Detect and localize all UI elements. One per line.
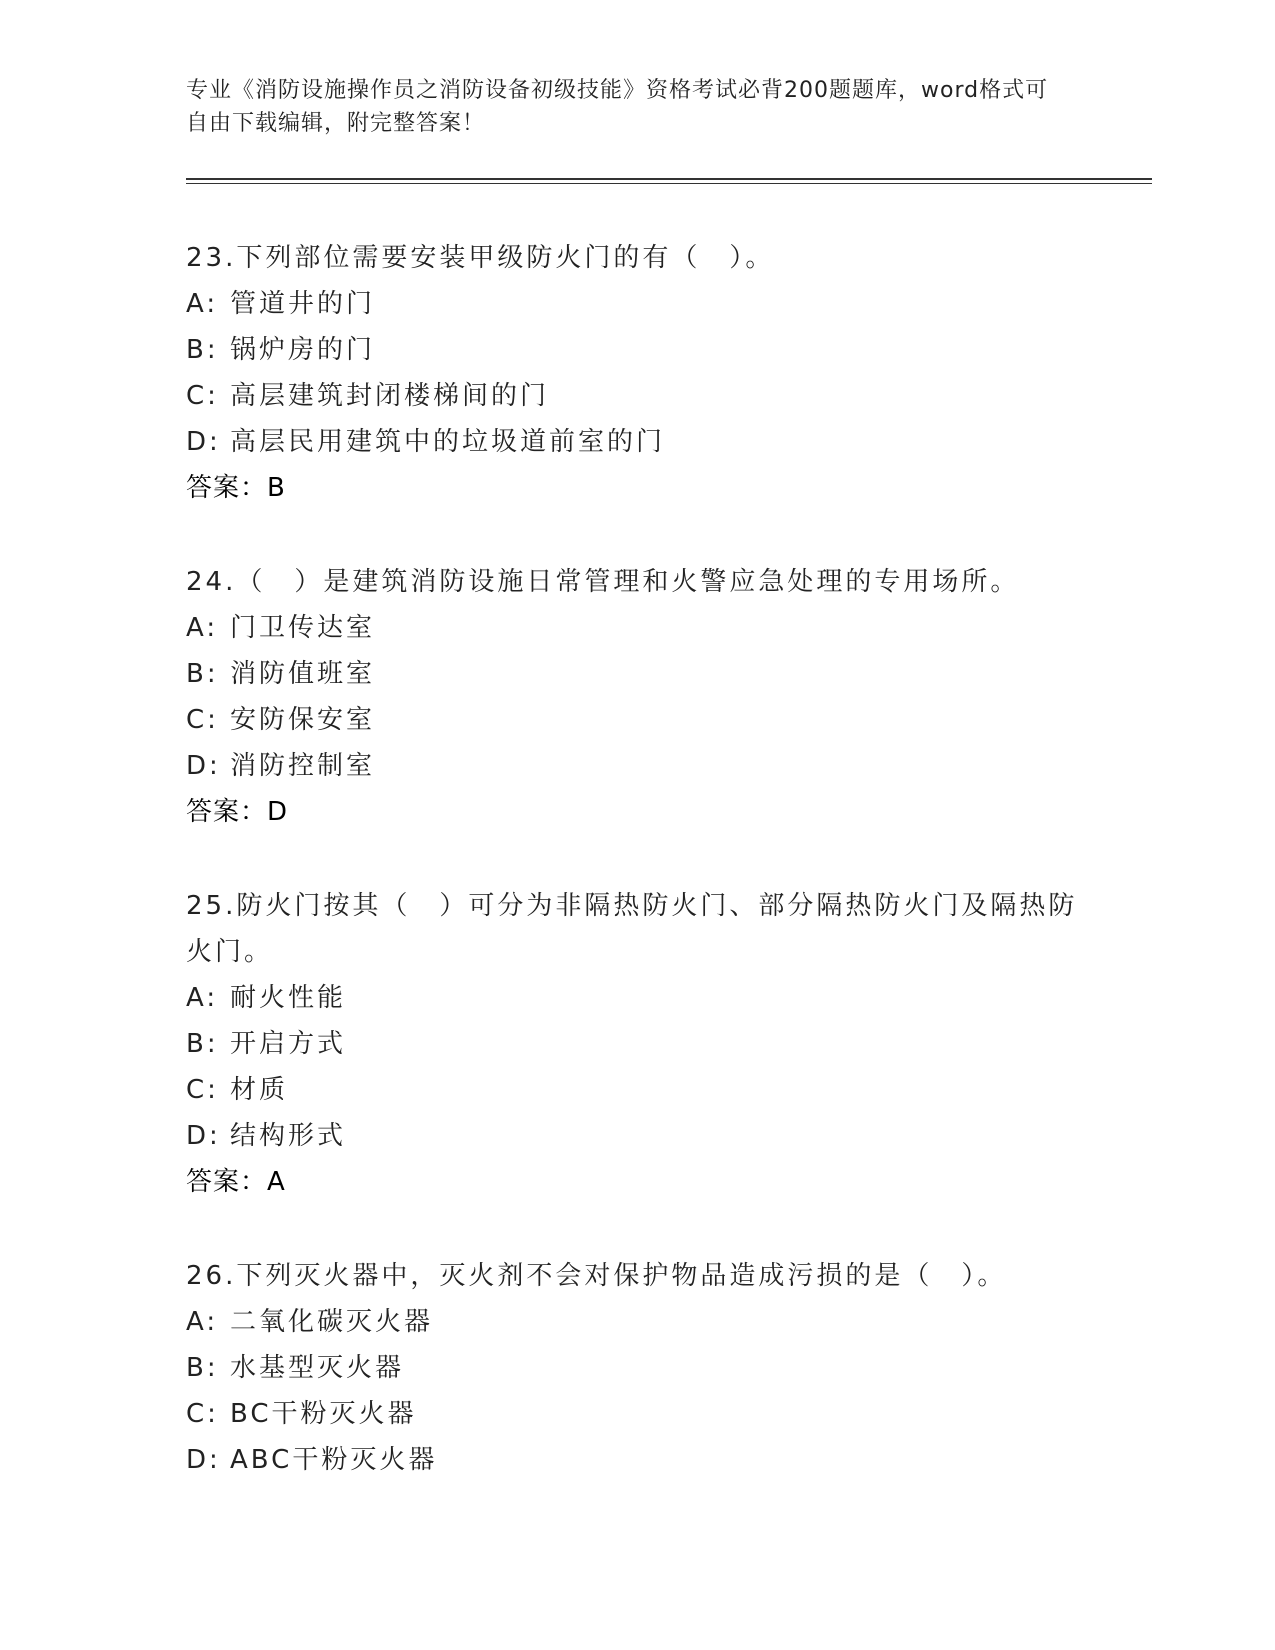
option-letter: A: xyxy=(186,1307,219,1337)
header-rule-thick xyxy=(186,178,1152,180)
header-text: 专业《消防设施操作员之消防设备初级技能》资格考试必背200题题库，word格式可自由下载编辑，附完整答案！ xyxy=(186,78,1049,136)
option-letter: B: xyxy=(186,1353,219,1383)
option-c xyxy=(186,1391,1086,1437)
answer-line: 答案：D xyxy=(186,797,289,827)
option-a xyxy=(186,281,1086,327)
option-text: 高层建筑封闭楼梯间的门 xyxy=(230,381,550,411)
option-text: 锅炉房的门 xyxy=(230,335,376,365)
option-d xyxy=(186,1437,1086,1483)
option-c xyxy=(186,697,1086,743)
answer-line: 答案：B xyxy=(186,473,286,503)
option-c xyxy=(186,373,1086,419)
option-letter: C: xyxy=(186,1399,219,1429)
option-text: 高层民用建筑中的垃圾道前室的门 xyxy=(230,427,666,457)
option-letter: D: xyxy=(186,1121,221,1151)
question-26 xyxy=(186,1253,1086,1483)
question-list xyxy=(186,235,1086,1531)
option-text: 开启方式 xyxy=(230,1029,347,1059)
question-stem: 26.下列灭火器中，灭火剂不会对保护物品造成污损的是（ ）。 xyxy=(186,1261,1007,1291)
option-letter: C: xyxy=(186,381,219,411)
question-23 xyxy=(186,235,1086,511)
question-stem: 24.（ ）是建筑消防设施日常管理和火警应急处理的专用场所。 xyxy=(186,567,1020,597)
option-letter: A: xyxy=(186,983,219,1013)
option-letter: B: xyxy=(186,659,219,689)
answer-line: 答案：A xyxy=(186,1167,286,1197)
option-b xyxy=(186,1345,1086,1391)
option-text: 材质 xyxy=(230,1075,289,1105)
option-text: BC干粉灭火器 xyxy=(230,1399,417,1429)
option-letter: C: xyxy=(186,705,219,735)
option-a xyxy=(186,1299,1086,1345)
option-letter: B: xyxy=(186,1029,219,1059)
option-text: 消防值班室 xyxy=(230,659,376,689)
option-text: 管道井的门 xyxy=(230,289,376,319)
option-text: 耐火性能 xyxy=(230,983,347,1013)
option-letter: C: xyxy=(186,1075,219,1105)
document-header xyxy=(186,74,1066,140)
option-text: 门卫传达室 xyxy=(230,613,376,643)
option-letter: A: xyxy=(186,289,219,319)
option-letter: D: xyxy=(186,1445,221,1475)
option-letter: D: xyxy=(186,427,221,457)
option-d xyxy=(186,419,1086,465)
option-text: 结构形式 xyxy=(230,1121,347,1151)
header-rule-thin xyxy=(186,183,1152,184)
option-b xyxy=(186,651,1086,697)
question-24 xyxy=(186,559,1086,835)
question-stem: 23.下列部位需要安装甲级防火门的有（ ）。 xyxy=(186,243,775,273)
option-text: ABC干粉灭火器 xyxy=(230,1445,438,1475)
option-text: 消防控制室 xyxy=(230,751,376,781)
question-stem: 25.防火门按其（ ）可分为非隔热防火门、部分隔热防火门及隔热防火门。 xyxy=(186,891,1078,967)
option-text: 水基型灭火器 xyxy=(230,1353,405,1383)
question-25 xyxy=(186,883,1086,1205)
option-letter: B: xyxy=(186,335,219,365)
option-c xyxy=(186,1067,1086,1113)
option-a xyxy=(186,605,1086,651)
option-text: 安防保安室 xyxy=(230,705,376,735)
option-d xyxy=(186,743,1086,789)
option-letter: D: xyxy=(186,751,221,781)
option-b xyxy=(186,1021,1086,1067)
option-letter: A: xyxy=(186,613,219,643)
option-a xyxy=(186,975,1086,1021)
option-b xyxy=(186,327,1086,373)
option-text: 二氧化碳灭火器 xyxy=(230,1307,434,1337)
option-d xyxy=(186,1113,1086,1159)
